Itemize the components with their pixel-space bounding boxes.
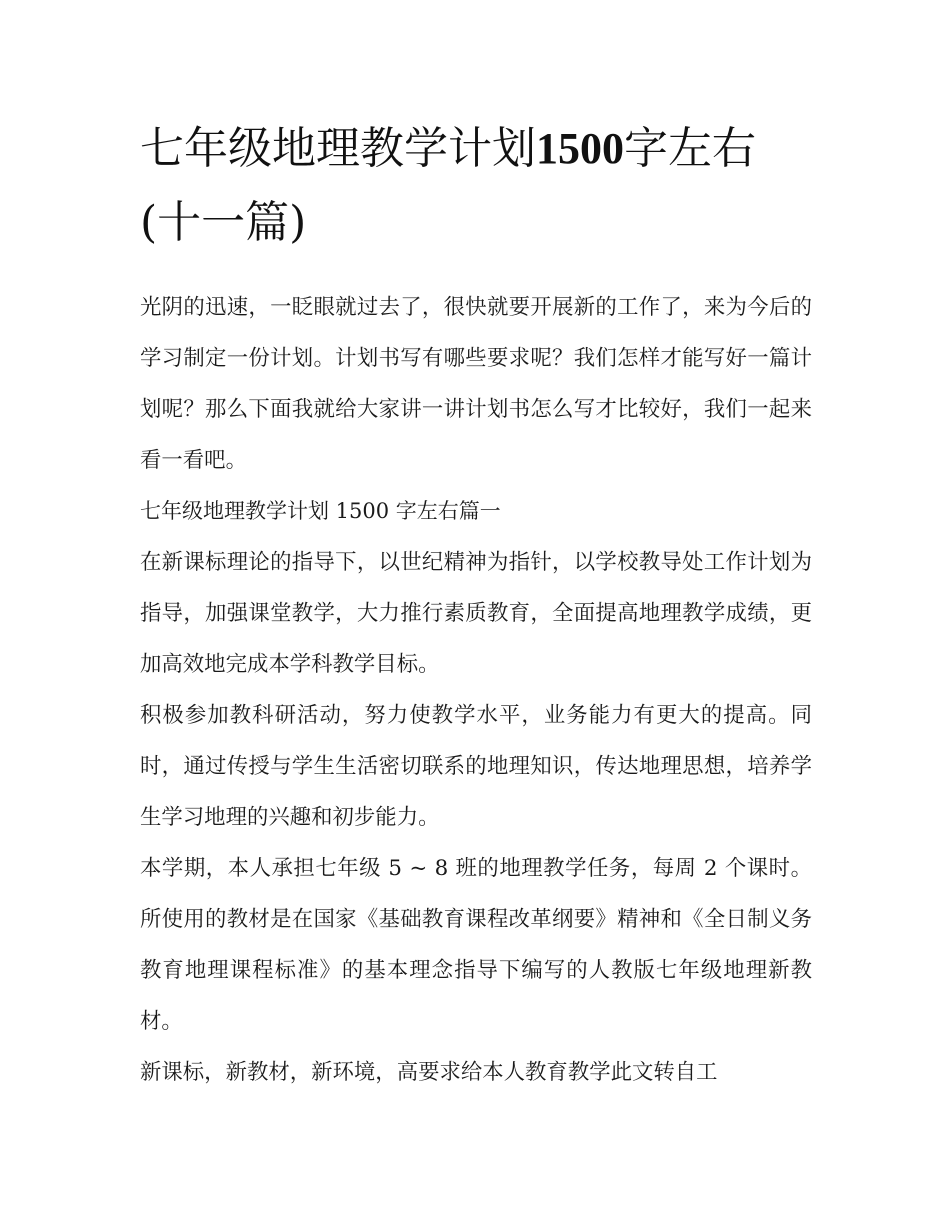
title-text-part1: 七年级地理教学计划 <box>140 123 536 174</box>
body-paragraph-2: 积极参加教科研活动，努力使教学水平，业务能力有更大的提高。同时，通过传授与学生生活密切联系的地理知识，传达地理思想，培养学生学习地理的兴趣和初步能力。 <box>140 703 812 830</box>
body-paragraph-4: 新课标，新教材，新环境，高要求给本人教育教学此文转自工 <box>140 1060 718 1085</box>
document-title <box>140 112 812 260</box>
title-text-part2: 字左右(十一篇) <box>140 123 756 248</box>
section-heading: 七年级地理教学计划 1500 字左右篇一 <box>140 499 501 523</box>
body-paragraph-1: 在新课标理论的指导下，以世纪精神为指针，以学校教导处工作计划为指导，加强课堂教学，大力推行素质教育，全面提高地理教学成绩，更加高效地完成本学科教学目标。 <box>140 550 812 677</box>
body-paragraph-3: 本学期，本人承担七年级 5 ~ 8 班的地理教学任务，每周 2 个课时。所使用的教材是在国家《基础教育课程改革纲要》精神和《全日制义务教育地理课程标准》的基本理念指导下编写的人教版七年级地理新教材。 <box>140 856 812 1034</box>
title-number: 1500 <box>536 124 624 173</box>
document-page <box>140 112 812 1098</box>
intro-paragraph: 光阴的迅速，一眨眼就过去了，很快就要开展新的工作了，来为今后的学习制定一份计划。计划书写有哪些要求呢？我们怎样才能写好一篇计划呢？那么下面我就给大家讲一讲计划书怎么写才比较好，我们一起来看一看吧。 <box>140 295 812 473</box>
